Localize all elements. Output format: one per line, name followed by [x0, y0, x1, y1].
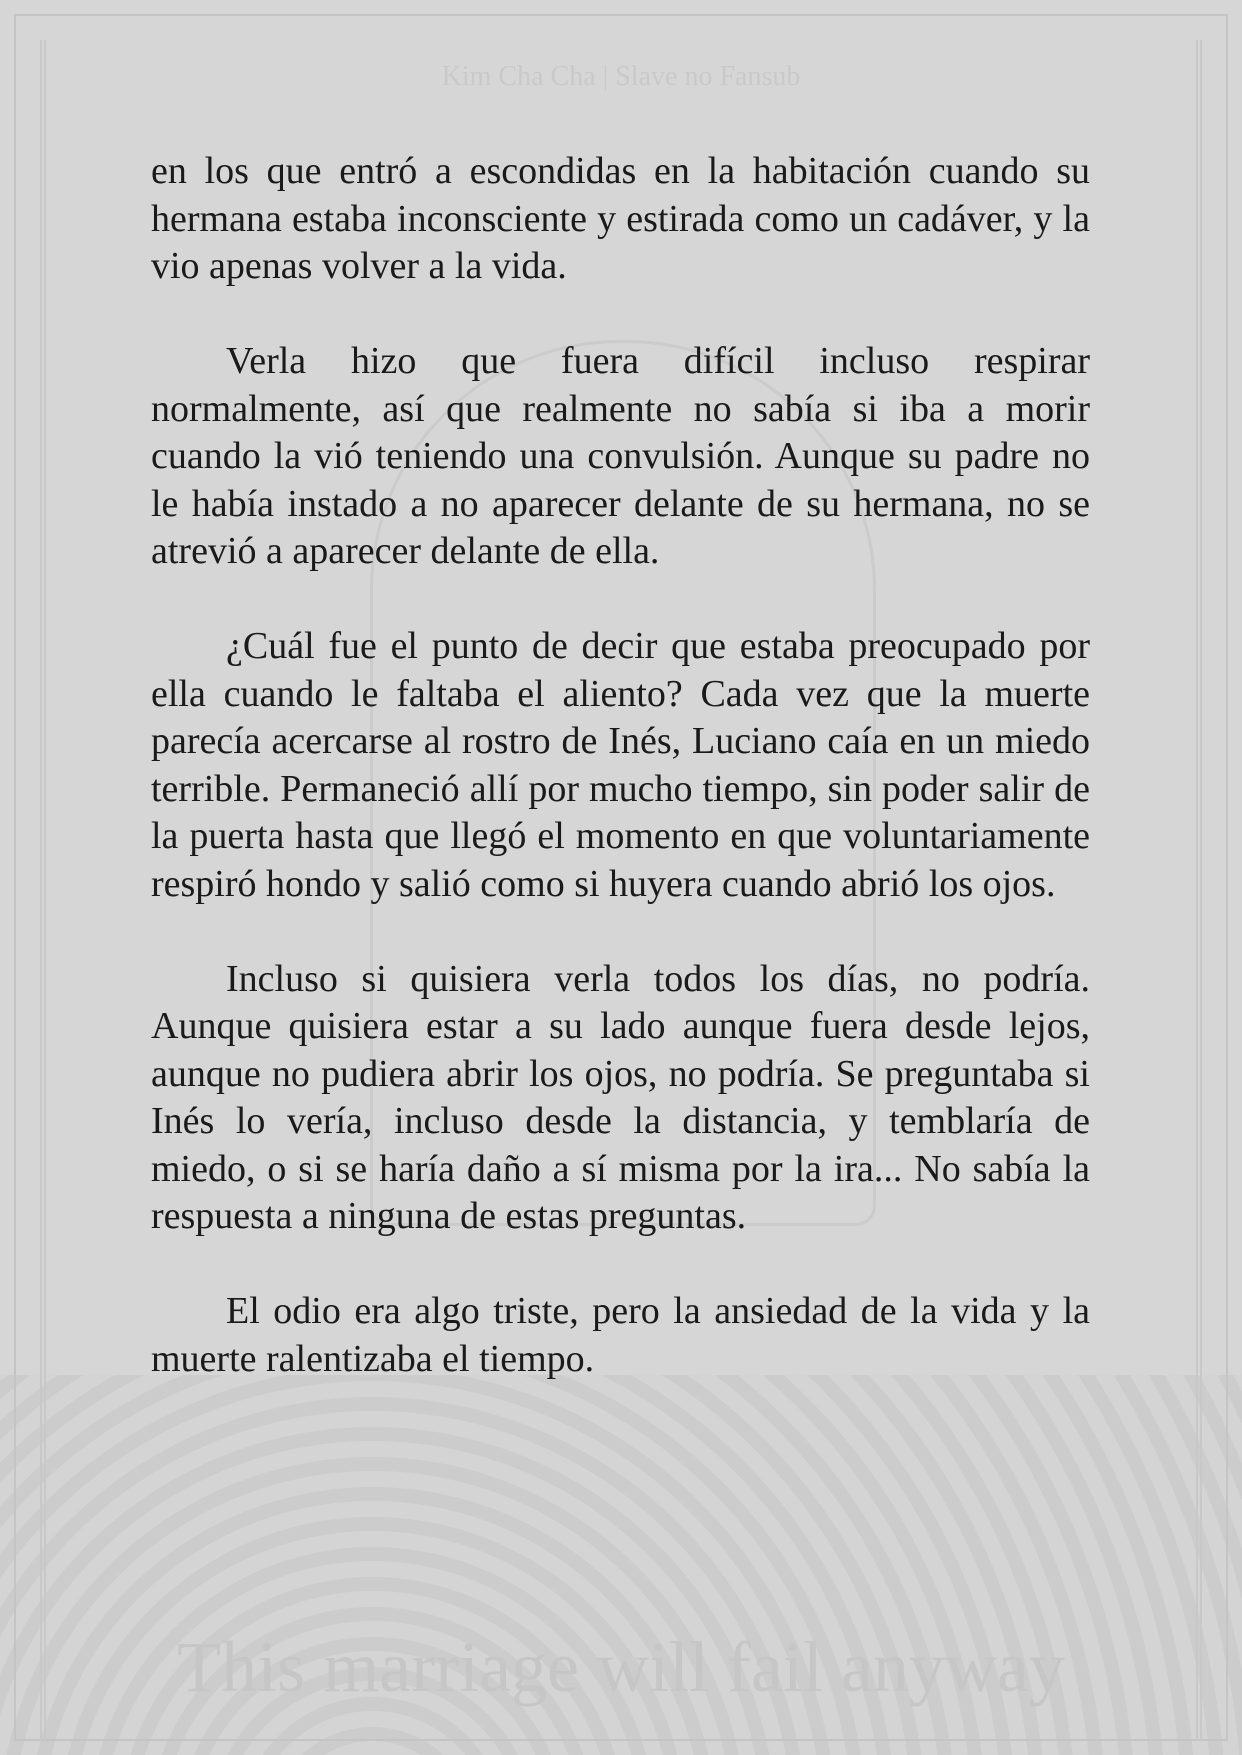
paragraph: en los que entró a escondidas en la habitación cuando su hermana estaba inconsciente y estirada como un cadáver, y la vio apenas volver a la vida. [151, 150, 1090, 287]
body-text [151, 148, 1090, 1431]
paragraph: El odio era algo triste, pero la ansiedad de la vida y la muerte ralentizaba el tiempo. [151, 1290, 1090, 1380]
page-header: Kim Cha Cha | Slave no Fansub [441, 61, 801, 92]
paragraph: Verla hizo que fuera difícil incluso respirar normalmente, así que realmente no sabía si iba a morir cuando la vió teniendo una convulsión. Aunque su padre no le había instado a no aparecer delante de su hermana, no se atrevió a aparecer delante de ella. [151, 340, 1090, 572]
watermark-title: This marriage will fail anyway [177, 1627, 1065, 1707]
paragraph: ¿Cuál fue el punto de decir que estaba preocupado por ella cuando le faltaba el aliento? Cada vez que la muerte parecía acercarse al rostro de Inés, Luciano caía en un miedo terrible. Permaneció allí por mucho tiempo, sin poder salir de la puerta hasta que llegó el momento en que voluntariamente respiró hondo y salió como si huyera cuando abrió los ojos. [151, 625, 1090, 905]
paragraph: Incluso si quisiera verla todos los días, no podría. Aunque quisiera estar a su lado aunque fuera desde lejos, aunque no pudiera abrir los ojos, no podría. Se preguntaba si Inés lo vería, incluso desde la distancia, y temblaría de miedo, o si se haría daño a sí misma por la ira... No sabía la respuesta a ninguna de estas preguntas. [151, 957, 1090, 1237]
